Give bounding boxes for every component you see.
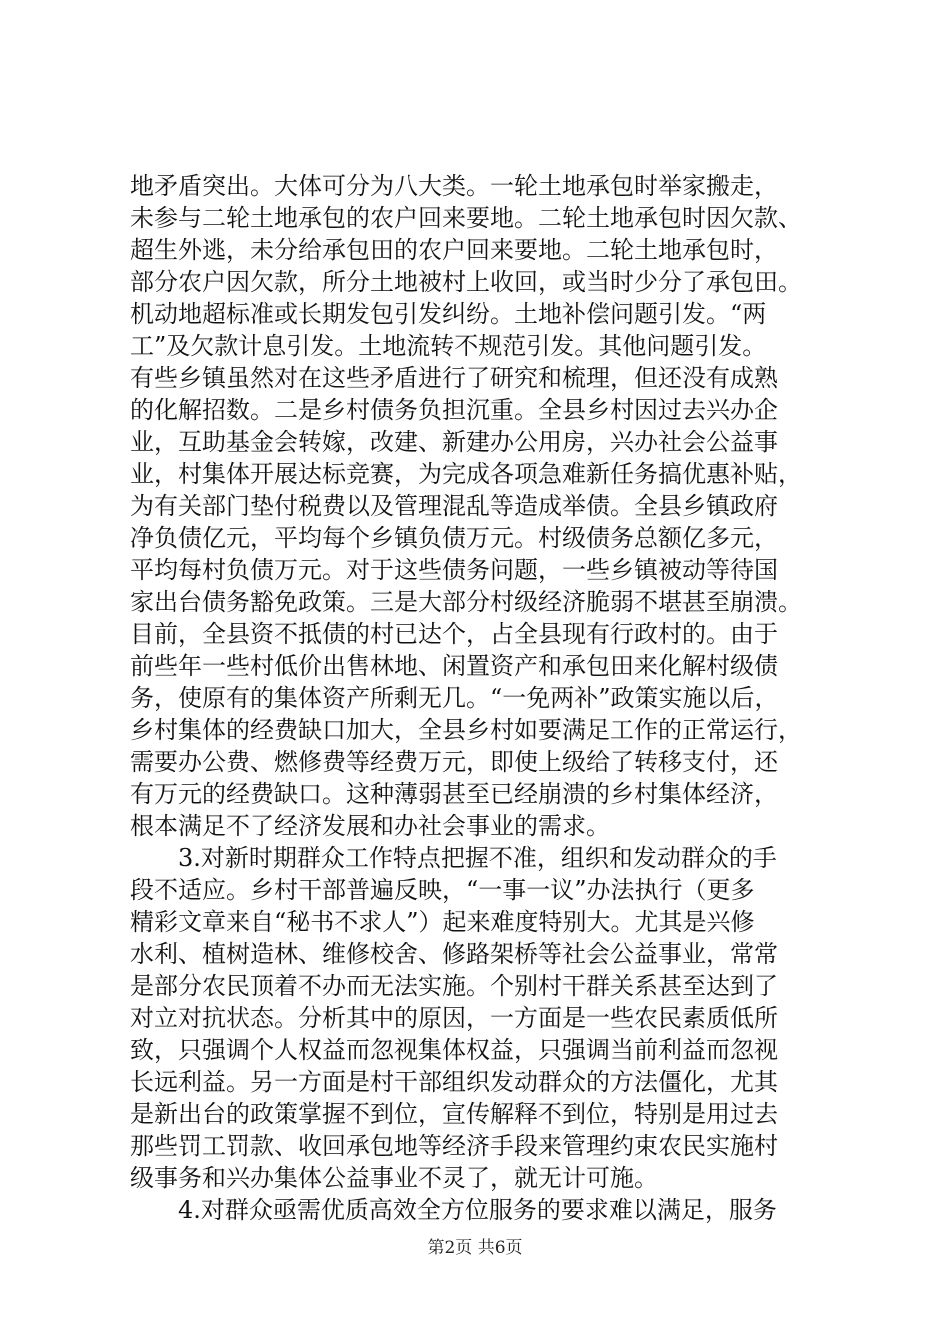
text-line: 3.对新时期群众工作特点把握不准，组织和发动群众的手 [130, 844, 777, 872]
text-line: 工”及欠款计息引发。土地流转不规范引发。其他问题引发。 [130, 332, 767, 360]
text-line: 前些年一些村低价出售林地、闲置资产和承包田来化解村级债 [130, 652, 778, 680]
text-line: 级事务和兴办集体公益事业不灵了，就无计可施。 [130, 1164, 658, 1192]
text-line: 机动地超标准或长期发包引发纠纷。土地补偿问题引发。“两 [130, 300, 767, 328]
text-line: 平均每村负债万元。对于这些债务问题，一些乡镇被动等待国 [130, 556, 778, 584]
text-line: 的化解招数。二是乡村债务负担沉重。全县乡村因过去兴办企 [130, 396, 778, 424]
text-line: 根本满足不了经济发展和办社会事业的需求。 [130, 812, 610, 840]
text-line: 致，只强调个人权益而忽视集体权益，只强调当前利益而忽视 [130, 1036, 778, 1064]
text-line: 那些罚工罚款、收回承包地等经济手段来管理约束农民实施村 [130, 1132, 778, 1160]
text-line: 目前，全县资不抵债的村已达个，占全县现有行政村的。由于 [130, 620, 778, 648]
text-line: 是部分农民顶着不办而无法实施。个别村干群关系甚至达到了 [130, 972, 778, 1000]
text-line: 对立对抗状态。分析其中的原因，一方面是一些农民素质低所 [130, 1004, 778, 1032]
text-line: 乡村集体的经费缺口加大，全县乡村如要满足工作的正常运行， [130, 716, 802, 744]
text-line: 4.对群众亟需优质高效全方位服务的要求难以满足，服务 [130, 1196, 777, 1224]
page-footer: 第2页 共6页 [427, 1238, 523, 1258]
text-line: 净负债亿元，平均每个乡镇负债万元。村级债务总额亿多元， [130, 524, 778, 552]
text-line: 长远利益。另一方面是村干部组织发动群众的方法僵化，尤其 [130, 1068, 778, 1096]
text-line: 业，村集体开展达标竞赛，为完成各项急难新任务搞优惠补贴， [130, 460, 802, 488]
text-line: 务，使原有的集体资产所剩无几。“一免两补”政策实施以后， [130, 684, 779, 712]
text-line: 超生外逃，未分给承包田的农户回来要地。二轮土地承包时， [130, 236, 778, 264]
text-line: 水利、植树造林、维修校舍、修路架桥等社会公益事业，常常 [130, 940, 778, 968]
text-line: 地矛盾突出。大体可分为八大类。一轮土地承包时举家搬走， [130, 172, 778, 200]
text-line: 有万元的经费缺口。这种薄弱甚至已经崩溃的乡村集体经济， [130, 780, 778, 808]
text-line: 是新出台的政策掌握不到位，宣传解释不到位，特别是用过去 [130, 1100, 778, 1128]
text-line: 需要办公费、燃修费等经费万元，即使上级给了转移支付，还 [130, 748, 778, 776]
body-text [130, 170, 830, 1226]
text-line: 部分农户因欠款，所分土地被村上收回，或当时少分了承包田。 [130, 268, 802, 296]
text-line: 为有关部门垫付税费以及管理混乱等造成举债。全县乡镇政府 [130, 492, 778, 520]
text-line: 业，互助基金会转嫁，改建、新建办公用房，兴办社会公益事 [130, 428, 778, 456]
text-line: 有些乡镇虽然对在这些矛盾进行了研究和梳理，但还没有成熟 [130, 364, 778, 392]
text-line: 段不适应。乡村干部普遍反映，“一事一议”办法执行（更多 [130, 876, 755, 904]
text-line: 未参与二轮土地承包的农户回来要地。二轮土地承包时因欠款、 [130, 204, 802, 232]
text-line: 精彩文章来自“秘书不求人”）起来难度特别大。尤其是兴修 [130, 908, 755, 936]
text-line: 家出台债务豁免政策。三是大部分村级经济脆弱不堪甚至崩溃。 [130, 588, 802, 616]
